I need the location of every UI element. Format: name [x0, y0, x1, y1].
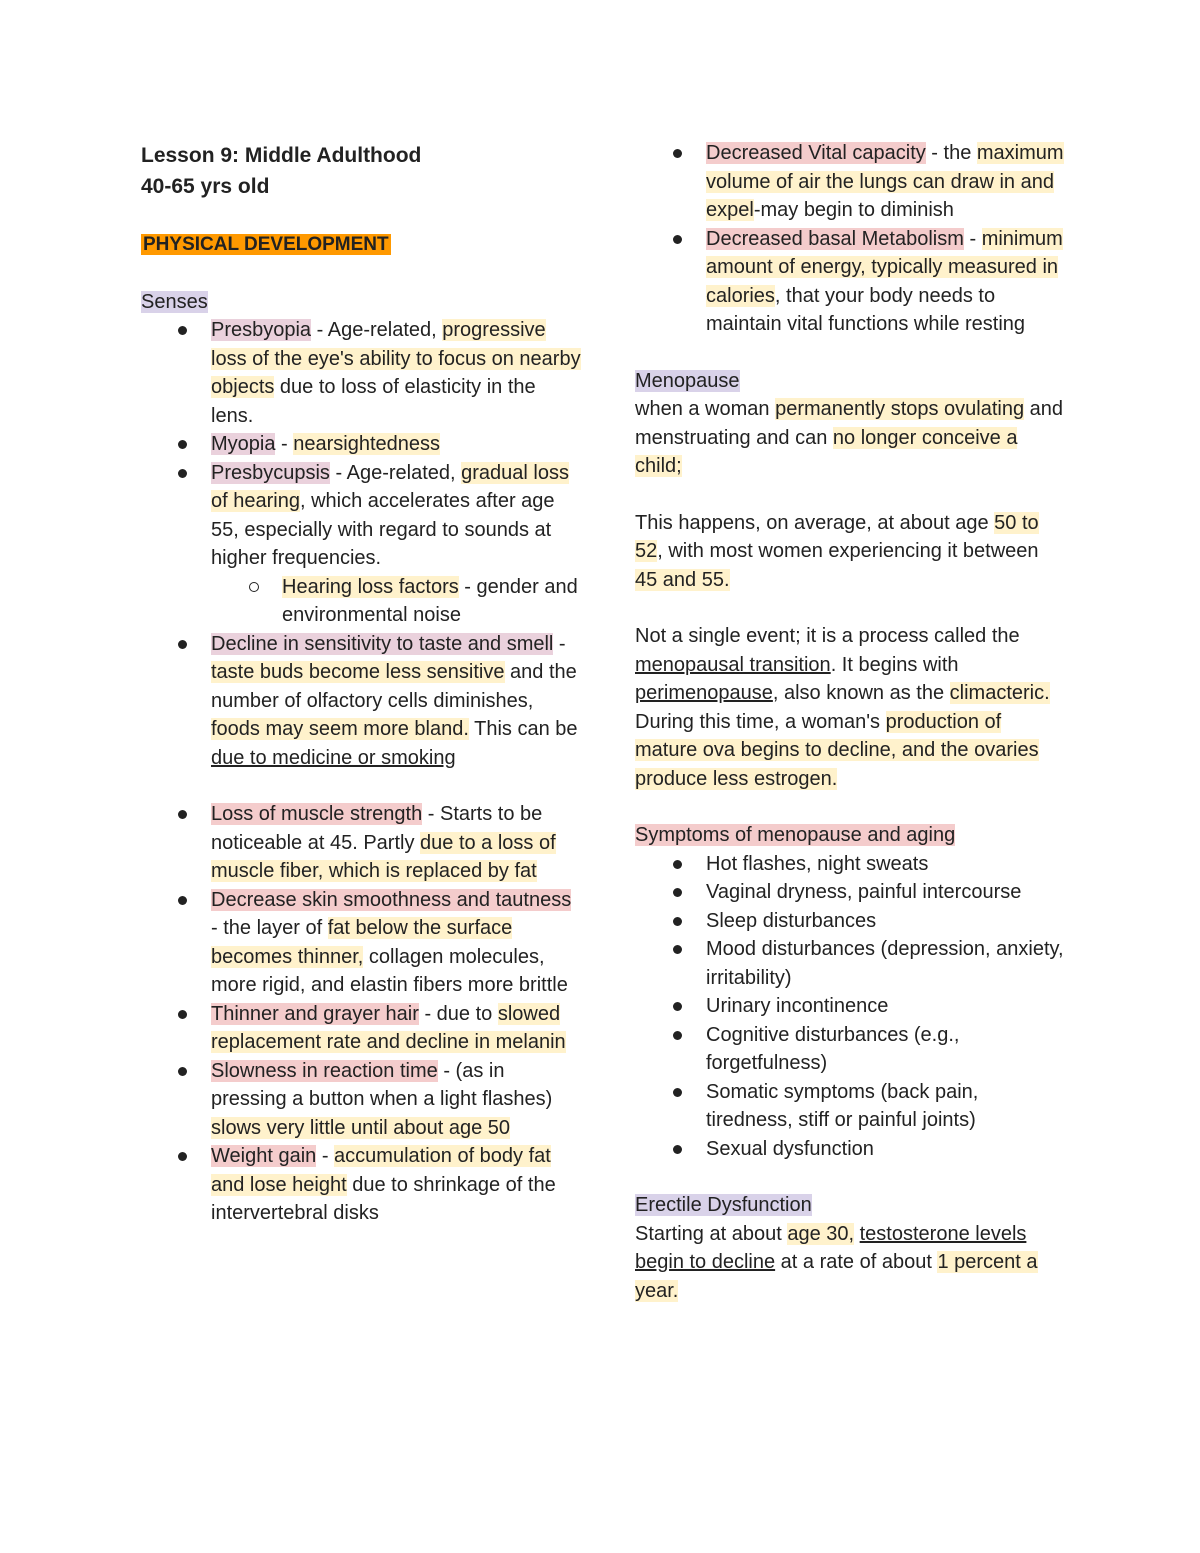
symptoms-list — [635, 850, 1065, 1164]
symptoms-heading: Symptoms of menopause and aging — [635, 824, 956, 846]
list-item-basal-metabolism: Decreased basal Metabolism - minimum amount of energy, typically measured in calories, that your body needs to maintain vital functions while resting — [706, 225, 1065, 339]
list-item: Urinary incontinence — [706, 992, 1065, 1021]
list-item-reaction-time: Slowness in reaction time - (as in pressing a button when a light flashes) slows very little until about age 50 — [211, 1057, 581, 1143]
list-item-skin: Decrease skin smoothness and tautness - the layer of fat below the surface becomes thinner, collagen molecules, more rigid, and elastin fibers more brittle — [211, 886, 581, 1000]
age-range: 40-65 yrs old — [141, 175, 270, 198]
body-changes-list — [141, 800, 581, 1228]
physical-development-heading: PHYSICAL DEVELOPMENT — [143, 234, 389, 255]
list-item: Somatic symptoms (back pain, tiredness, stiff or painful joints) — [706, 1078, 1065, 1135]
list-item: Vaginal dryness, painful intercourse — [706, 878, 1065, 907]
left-column — [141, 140, 581, 1228]
list-item-vital-capacity: Decreased Vital capacity - the maximum volume of air the lungs can draw in and expel-may begin to diminish — [706, 139, 1065, 225]
right-column — [635, 139, 1065, 1305]
menopause-age-paragraph: This happens, on average, at about age 50 to 52, with most women experiencing it between 45 and 55. — [635, 511, 1039, 591]
list-item: Mood disturbances (depression, anxiety, irritability) — [706, 935, 1065, 992]
erectile-dysfunction-paragraph: Starting at about age 30, testosterone levels begin to decline at a rate of about 1 percent a year. — [635, 1222, 1038, 1302]
erectile-dysfunction-heading: Erectile Dysfunction — [635, 1194, 812, 1216]
list-item-taste-smell: Decline in sensitivity to taste and smell - taste buds become less sensitive and the number of olfactory cells diminishes, foods may seem more bland. This can be due to medicine or smoking — [211, 630, 581, 773]
list-item-presbyopia: Presbyopia - Age-related, progressive loss of the eye's ability to focus on nearby objects due to loss of elasticity in the lens. — [211, 316, 581, 430]
list-item: Hot flashes, night sweats — [706, 850, 1065, 879]
hearing-sublist — [211, 573, 581, 630]
list-item-myopia: Myopia - nearsightedness — [211, 430, 581, 459]
list-item-hair: Thinner and grayer hair - due to slowed replacement rate and decline in melanin — [211, 1000, 581, 1057]
lesson-title: Lesson 9: Middle Adulthood — [141, 144, 422, 167]
respiratory-metabolism-list — [635, 139, 1065, 339]
list-item-hearing-loss-factors: Hearing loss factors - gender and environmental noise — [282, 573, 581, 630]
list-item: Cognitive disturbances (e.g., forgetfulness) — [706, 1021, 1065, 1078]
senses-list — [141, 316, 581, 772]
menopause-heading: Menopause — [635, 369, 740, 392]
menopause-definition: when a woman permanently stops ovulating and menstruating and can no longer conceive a child; — [635, 398, 1064, 477]
list-item-weight: Weight gain - accumulation of body fat and lose height due to shrinkage of the intervertebral disks — [211, 1142, 581, 1228]
senses-heading: Senses — [141, 290, 208, 313]
list-item-muscle: Loss of muscle strength - Starts to be noticeable at 45. Partly due to a loss of muscle fiber, which is replaced by fat — [211, 800, 581, 886]
list-item: Sexual dysfunction — [706, 1135, 1065, 1164]
list-item: Sleep disturbances — [706, 907, 1065, 936]
list-item-presbycupsis: Presbycupsis - Age-related, gradual loss of hearing, which accelerates after age 55, especially with regard to sounds at higher frequencies. Hearing loss factors - gender and environmental noise — [211, 459, 581, 630]
menopause-transition-paragraph: Not a single event; it is a process called the menopausal transition. It begins with perimenopause, also known as the climacteric. During this time, a woman's production of mature ova begins to decline, and the ovaries produce less estrogen. — [635, 625, 1050, 790]
